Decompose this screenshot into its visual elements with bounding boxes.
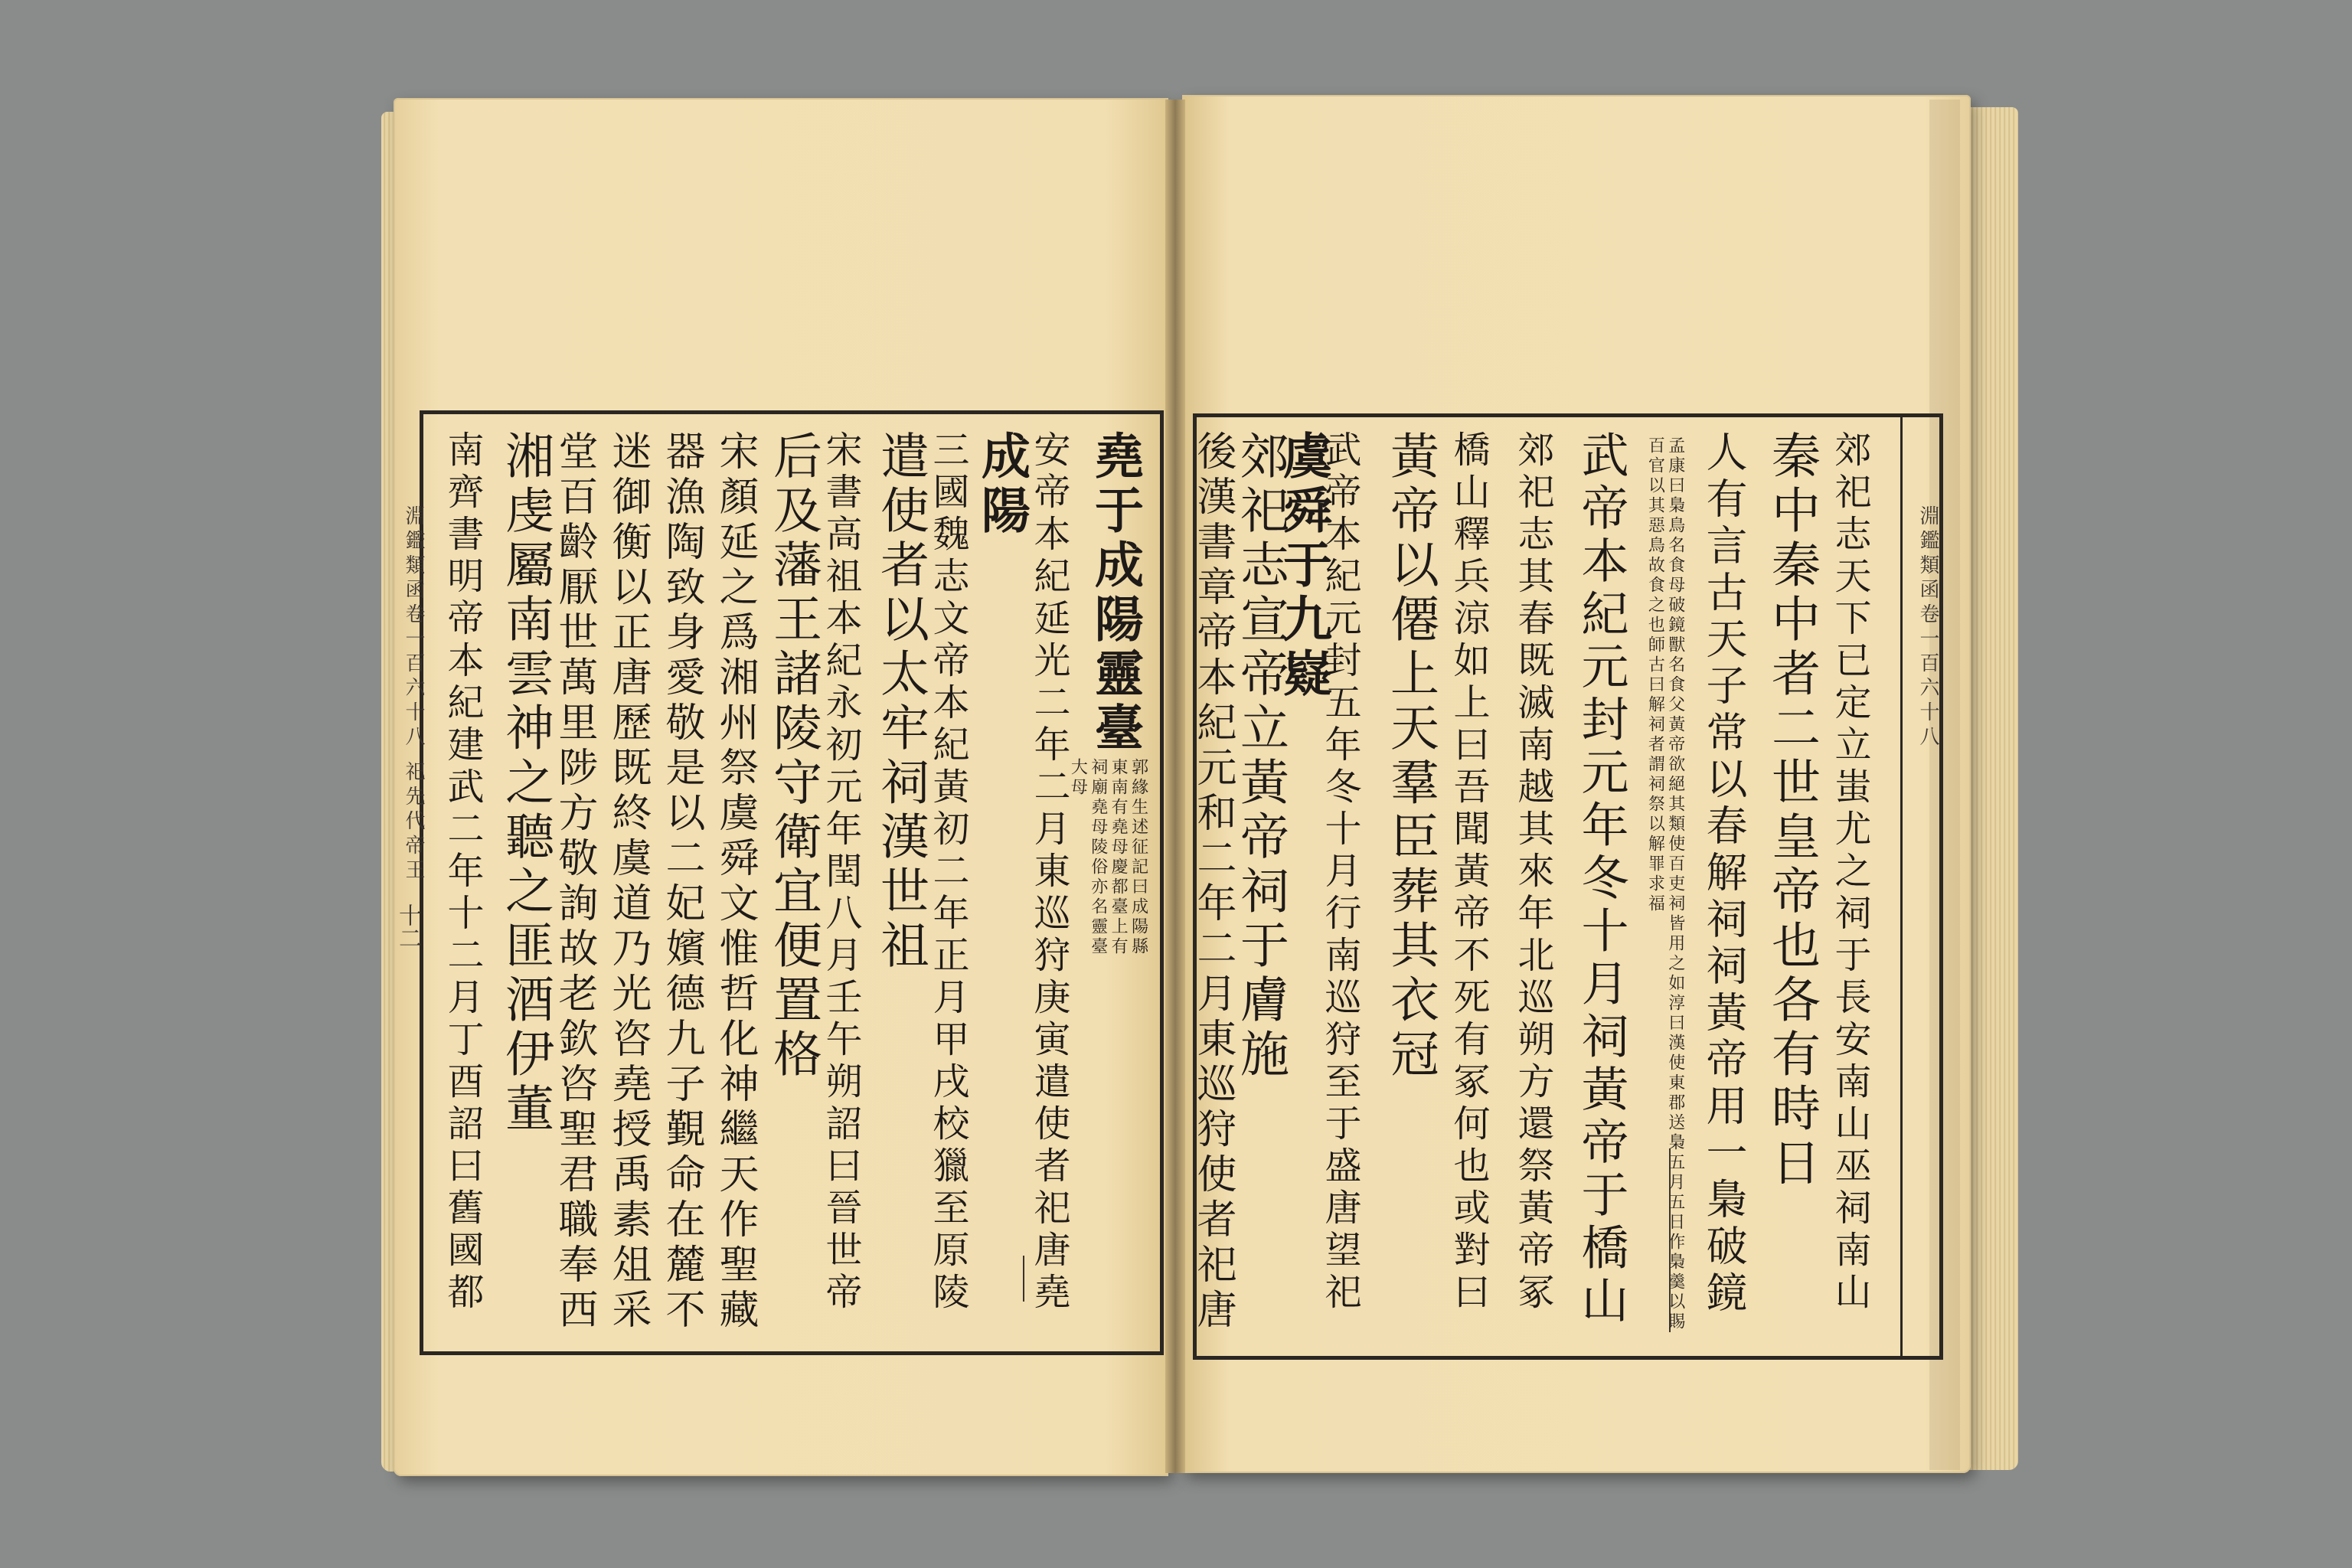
text-column: 郊祀志宣帝立黃帝祠于膚施 [1232, 430, 1289, 1083]
page-stack-right [1965, 107, 2018, 1470]
text-column: 后及藩王諸陵守衛宜便置格 [765, 430, 822, 1083]
text-column: 宋顏延之爲湘州祭虞舜文惟哲化神繼天作聖藏 [712, 430, 758, 1334]
commentary-note: 郭緣生述征記曰成陽縣東南有堯母慶都臺上有祠廟堯母陵俗亦名靈臺大母 [1068, 758, 1148, 957]
text-column: 後漢書章帝本紀元和二年二月東巡狩使者祀唐 [1190, 430, 1236, 1334]
text-column: 遣使者以太牢祠漢世祖 [872, 430, 929, 974]
book-gutter [1165, 100, 1185, 1473]
text-column: 迷御衡以正唐歷既終虞道乃光咨堯授禹素俎采 [605, 430, 651, 1334]
left-margin-title: 淵鑑類函卷一百六十八 祀先代帝王 [402, 505, 425, 884]
margin-mark [1023, 1256, 1024, 1302]
right-folio-rule [1900, 413, 1903, 1360]
text-column: 黃帝以僊上天羣臣葬其衣冠 [1382, 430, 1439, 1083]
text-column: 三國魏志文帝本紀黃初二年正月甲戌校獵至原陵 [926, 430, 969, 1315]
text-column: 南齊書明帝本紀建武二年十二月丁酉詔曰舊國都 [441, 430, 484, 1315]
text-column: 秦中秦中者二世皇帝也各有時日 [1763, 430, 1820, 1191]
text-column: 器漁陶致身愛敬是以二妃嬪德九子覲命在麓不 [658, 430, 704, 1334]
text-column: 堯于成陽靈臺 [1086, 430, 1144, 756]
text-column: 宋書高祖本紀永初元年閏八月壬午朔詔曰晉世帝 [819, 430, 862, 1315]
text-column: 堂百齡厭世萬里陟方敬詢故老欽咨聖君職奉西 [551, 430, 597, 1334]
commentary-note: 孟康曰梟鳥名食母破鏡獸名食父黃帝欲絕其類使百吏祠皆用之如淳曰漢使東郡送梟五月五日作梟羹以賜百官以其惡鳥故食之也師古曰解祠者謂祠祭以解罪求福 [1645, 436, 1685, 1332]
right-margin-title: 淵鑑類函卷一百六十八 [1916, 505, 1939, 750]
text-column: 橋山釋兵涼如上曰吾聞黃帝不死有冢何也或對曰 [1447, 430, 1490, 1315]
text-column: 郊祀志其春既滅南越其來年北巡朔方還祭黃帝冢 [1511, 430, 1554, 1315]
text-column: 虞舜于九嶷 [1275, 430, 1332, 702]
text-column: 武帝本紀元封五年冬十月行南巡狩至于盛唐望祀 [1318, 430, 1361, 1315]
text-column: 湘虔屬南雲神之聽之匪酒伊董 [497, 430, 554, 1137]
text-column: 成陽 [973, 430, 1031, 539]
text-column: 武帝本紀元封元年冬十月祠黃帝于橋山 [1573, 430, 1629, 1328]
text-column: 人有言古天子常以春解祠祠黃帝用一梟破鏡 [1700, 430, 1748, 1318]
left-folio-number: 十二 [394, 903, 421, 949]
text-column: 郊祀志天下已定立蚩尤之祠于長安南山巫祠南山 [1828, 430, 1871, 1315]
text-column: 安帝本紀延光二年二月東巡狩庚寅遣使者祀唐堯 [1027, 430, 1070, 1315]
